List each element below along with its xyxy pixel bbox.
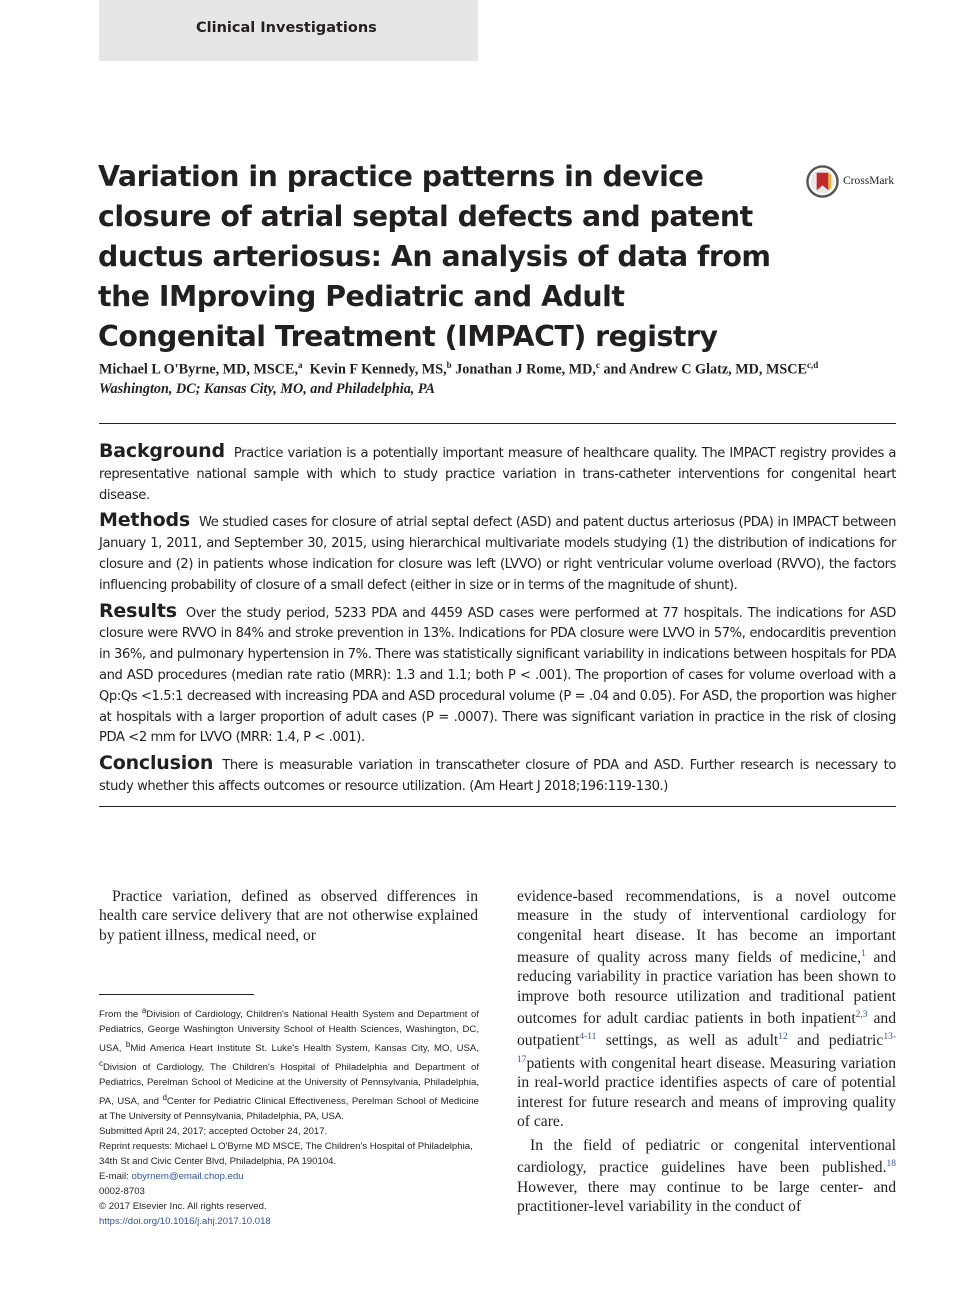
footnote-text: Division of Cardiology, The Children's Hospital of Philadelphia and Department of Pediatrics, Perelman School of Medicine at the University of Pennsylvania, Philadelphia, PA, USA, and: [99, 1062, 479, 1108]
crossmark-badge[interactable]: [806, 164, 906, 198]
footnote-affiliations: [99, 1004, 479, 1125]
footnote-reprint: Reprint requests: Michael L O'Byrne MD MSCE, The Children's Hospital of Philadelphia, 34th St and Civic Center Blvd, Philadelphia, PA 190104.: [99, 1141, 473, 1167]
abstract-heading: Methods: [99, 509, 190, 532]
article-title: Variation in practice patterns in device closure of atrial septal defects and patent ductus arteriosus: An analysis of data from the IMproving Pediatric and Adult Congenital Treatment (IMPACT) registry: [98, 160, 771, 353]
abstract: [99, 441, 896, 802]
author-name: Michael L O'Byrne, MD, MSCE,: [99, 361, 299, 378]
author-name: Jonathan J Rome, MD,: [455, 361, 596, 378]
affiliation-sup: b: [125, 1040, 131, 1049]
crossmark-icon: [806, 165, 839, 198]
reference-citation[interactable]: 1: [861, 948, 866, 959]
body-text: and pediatric: [787, 1032, 884, 1050]
reference-citation[interactable]: 2,3: [855, 1009, 868, 1020]
section-label: Clinical Investigations: [196, 20, 377, 36]
body-text: and outpatient: [517, 1010, 896, 1050]
abstract-text: Over the study period, 5233 PDA and 4459 ASD cases were performed at 77 hospitals. The indications for ASD closure were RVVO in 84% and stroke prevention in 13%. Indications for PDA closure were LVVO in 57%, endocarditis prevention in 36%, and pulmonary hypertension in 7%. There was statistically significant variability in indications between hospitals for PDA and ASD procedures (median rate ratio (MRR): 1.3 and 1.1; both P < .001). The proportion of cases for volume overload with a Qp:Qs <1.5:1 decreased with increasing PDA and ASD procedural volume (P = .04 and 0.05). For ASD, the proportion was higher at hospitals with a larger proportion of adult cases (P = .0007). There was significant variation in practice in the risk of closing PDA <2 mm for LVVO (MRR: 1.4, P < .001).: [99, 605, 896, 746]
footnote-submitted: Submitted April 24, 2017; accepted October 24, 2017.: [99, 1126, 328, 1138]
footnote-email: [99, 1170, 479, 1185]
author-affiliation-sup: b: [446, 360, 452, 370]
crossmark-label: CrossMark: [843, 175, 895, 187]
footnote-copyright: © 2017 Elsevier Inc. All rights reserved.: [99, 1200, 267, 1212]
abstract-heading: Conclusion: [99, 752, 214, 775]
footnote-issn: 0002-8703: [99, 1185, 145, 1197]
abstract-conclusion: [99, 753, 896, 798]
affiliation-sup: c: [99, 1059, 103, 1069]
body-text: patients with congenital heart disease. Measuring variation in real-world practice identifies aspects of care of potential interest for future research and means of improving quality of care.: [517, 1055, 896, 1131]
abstract-methods: [99, 510, 896, 596]
abstract-heading: Background: [99, 440, 225, 462]
author-affiliation-sup: c: [595, 360, 600, 370]
author-locations: Washington, DC; Kansas City, MO, and Philadelphia, PA: [99, 381, 435, 397]
body-text: evidence-based recommendations, is a novel outcome measure in the study of interventional cardiology for congenital heart disease. It has become an important measure of quality across many fields of medicine,: [517, 888, 896, 967]
abstract-text: We studied cases for closure of atrial septal defect (ASD) and patent ductus arteriosus (PDA) in IMPACT between January 1, 2011, and September 30, 2015, using hierarchical multivariate models studying (1) the distribution of indications for closure and (2) in patients whose indication for closure was left (LVVO) or right ventricular volume overload (RVVO), the factors influencing probability of closure of a small defect (either in size or in terms of the magnitude of shunt).: [99, 515, 896, 593]
body-text: In the field of pediatric or congenital interventional cardiology, practice guidelines have been published.: [517, 1137, 896, 1177]
reference-citation[interactable]: 4-11: [579, 1032, 597, 1043]
abstract-top-rule: [99, 423, 896, 424]
author-conjunction: and: [603, 361, 627, 378]
author-affiliation-sup: c,d: [806, 360, 819, 370]
footnote-text: From the: [99, 1009, 142, 1021]
footnote-rule: [99, 994, 254, 995]
author-name: Kevin F Kennedy, MS,: [309, 361, 447, 378]
body-text: However, there may continue to be large center- and practitioner-level variability in the conduct of: [517, 1178, 896, 1216]
abstract-bottom-rule: [99, 806, 896, 807]
body-paragraph-1: [517, 887, 896, 1131]
footnote-text: Mid America Heart Institute St. Luke's Health System, Kansas City, MO, USA,: [130, 1043, 479, 1055]
abstract-results: [99, 601, 896, 750]
affiliation-sup: d: [162, 1093, 167, 1103]
email-label: E-mail:: [99, 1170, 132, 1182]
footnotes: [99, 1004, 479, 1229]
footnote-text: Center for Pediatric Clinical Effectiveness, Perelman School of Medicine at The University of Pennsylvania, Philadelphia, PA, USA.: [99, 1096, 479, 1123]
body-paragraph-2: [517, 1136, 896, 1216]
author-name: Andrew C Glatz, MD, MSCE: [629, 361, 807, 378]
section-tab: [99, 0, 478, 61]
author-affiliation-sup: a: [298, 360, 303, 370]
abstract-text: Practice variation is a potentially important measure of healthcare quality. The IMPACT registry provides a representative national sample with which to study practice variation in trans-catheter interventions for congenital heart disease.: [99, 446, 896, 503]
abstract-heading: Results: [99, 599, 177, 622]
body-text: settings, as well as adult: [596, 1032, 779, 1050]
affiliation-sup: a: [141, 1006, 147, 1015]
reference-citation[interactable]: 18: [886, 1159, 896, 1170]
abstract-background: [99, 441, 896, 506]
doi-link[interactable]: https://doi.org/10.1016/j.ahj.2017.10.018: [99, 1215, 271, 1227]
footnote-text: Division of Cardiology, Children's National Health System and Department of Pediatrics, George Washington University School of Health Sciences, Washington, DC, USA,: [99, 1009, 479, 1055]
body-text: and reducing variability in practice variation has been shown to improve both resource utilization and traditional patient outcomes for adult cardiac patients in both inpatient: [517, 949, 896, 1028]
body-intro-paragraph: Practice variation, defined as observed differences in health care service delivery that are not otherwise explained by patient illness, medical need, or: [99, 888, 478, 944]
author-list: [99, 360, 919, 379]
reference-citation[interactable]: 13-17: [517, 1032, 896, 1065]
email-link[interactable]: obyrnem@email.chop.edu: [131, 1170, 244, 1182]
abstract-text: There is measurable variation in transcatheter closure of PDA and ASD. Further research is necessary to study whether this affects outcomes or resource utilization. (Am Heart J 2018;196:119-130.): [99, 758, 896, 794]
reference-citation[interactable]: 12: [778, 1032, 788, 1043]
